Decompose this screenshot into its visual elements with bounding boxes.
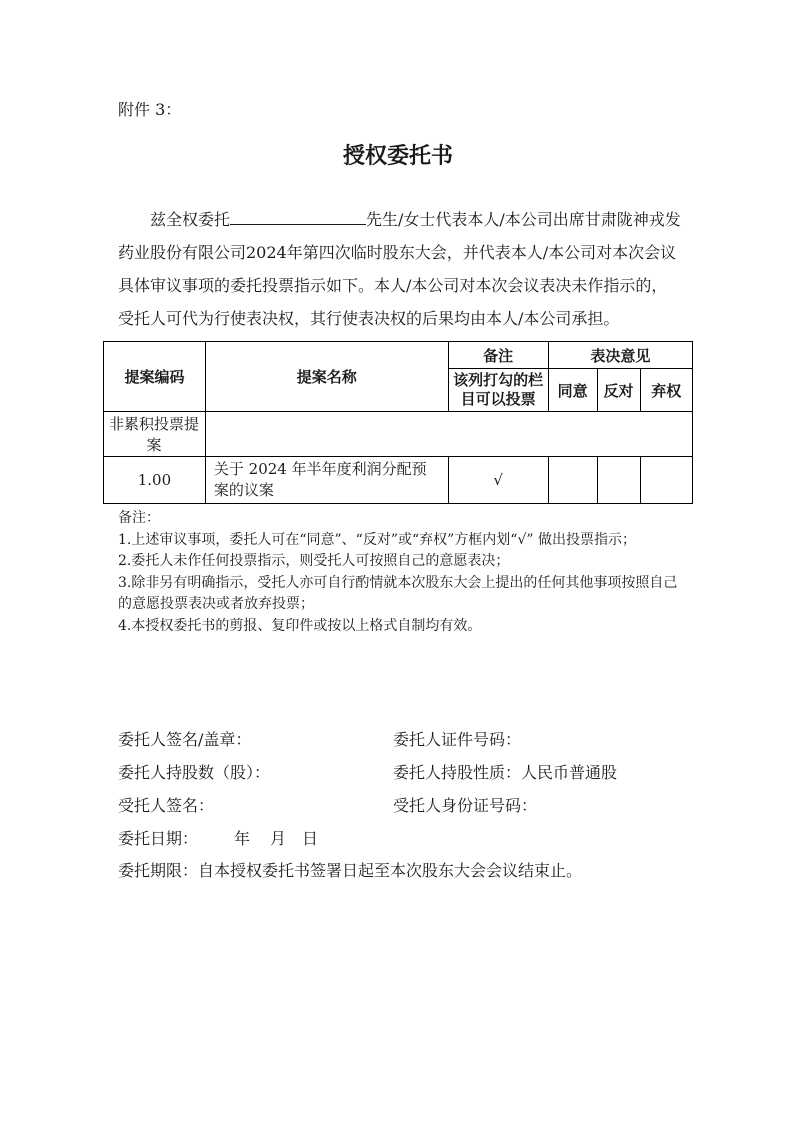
col-header-proposal-code: 提案编码	[104, 342, 206, 412]
col-header-remark: 备注	[448, 342, 548, 369]
document-content	[103, 100, 693, 879]
note-item-3: 3.除非另有明确指示，受托人亦可自行酌情就本次股东大会上提出的任何其他事项按照自己的意愿投票表决或者放弃投票；	[118, 574, 678, 612]
col-header-oppose: 反对	[597, 369, 640, 412]
date-line	[118, 830, 693, 847]
proposal-code-cell: 1.00	[104, 457, 206, 504]
intro-paragraph	[103, 203, 693, 335]
signature-section	[103, 731, 693, 879]
principal-id-label: 委托人证件号码：	[393, 730, 522, 749]
table-header-row-1	[104, 342, 693, 369]
intro-line-1	[118, 203, 693, 236]
notes-section	[103, 508, 688, 637]
col-header-vote-opinion: 表决意见	[548, 342, 692, 369]
principal-share-type-label: 委托人持股性质：人民币普通股	[393, 763, 618, 782]
document-title: 授权委托书	[342, 143, 453, 169]
signature-row-2	[118, 764, 693, 781]
col-header-remark-note: 该列打勾的栏目可以投票	[448, 369, 548, 412]
term-line: 委托期限：自本授权委托书签署日起至本次股东大会会议结束止。	[118, 861, 583, 880]
section-row	[104, 412, 693, 457]
date-label: 委托日期：	[118, 829, 199, 848]
proposal-table	[103, 341, 693, 504]
agent-id-label: 受托人身份证号码：	[393, 796, 538, 815]
date-unit-day: 日	[302, 829, 319, 848]
notes-heading: 备注：	[118, 510, 160, 526]
date-unit-year: 年	[234, 829, 251, 848]
note-item-1: 1.上述审议事项，委托人可在“同意”、“反对”或“弃权”方框内划“√” 做出投票指示；	[118, 531, 636, 548]
principal-shares-label: 委托人持股数（股）：	[118, 763, 271, 782]
section-row-empty-cell	[205, 412, 692, 457]
table-row	[104, 457, 693, 504]
note-item-4: 4.本授权委托书的剪报、复印件或按以上格式自制均有效。	[118, 617, 482, 634]
votable-check-cell: √	[448, 457, 548, 504]
intro-line-3: 具体审议事项的委托投票指示如下。本人/本公司对本次会议表决未作指示的，	[118, 276, 668, 295]
signature-row-1	[118, 731, 693, 748]
oppose-vote-cell	[597, 457, 640, 504]
col-header-proposal-name: 提案名称	[205, 342, 448, 412]
agree-vote-cell	[548, 457, 597, 504]
section-label: 非累积投票提案	[104, 412, 206, 457]
intro-line-2: 药业股份有限公司2024年第四次临时股东大会，并代表本人/本公司对本次会议	[118, 243, 677, 262]
intro-line-1-rest: 先生/女士代表本人/本公司出席甘肃陇神戎发	[366, 210, 681, 229]
agent-sign-label: 受托人签名：	[118, 796, 215, 815]
intro-lead: 兹全权委托	[150, 210, 231, 229]
proxy-name-blank	[230, 209, 366, 225]
col-header-abstain: 弃权	[640, 369, 692, 412]
intro-line-4: 受托人可代为行使表决权，其行使表决权的后果均由本人/本公司承担。	[118, 309, 620, 328]
abstain-vote-cell	[640, 457, 692, 504]
signature-row-3	[118, 797, 693, 814]
attachment-label: 附件 3：	[118, 100, 182, 119]
note-item-2: 2.委托人未作任何投票指示，则受托人可按照自己的意愿表决；	[118, 553, 510, 569]
proposal-name-cell: 关于 2024 年半年度利润分配预案的议案	[205, 457, 448, 504]
principal-sign-label: 委托人签名/盖章：	[118, 730, 252, 749]
col-header-agree: 同意	[548, 369, 597, 412]
date-unit-month: 月	[270, 829, 287, 848]
